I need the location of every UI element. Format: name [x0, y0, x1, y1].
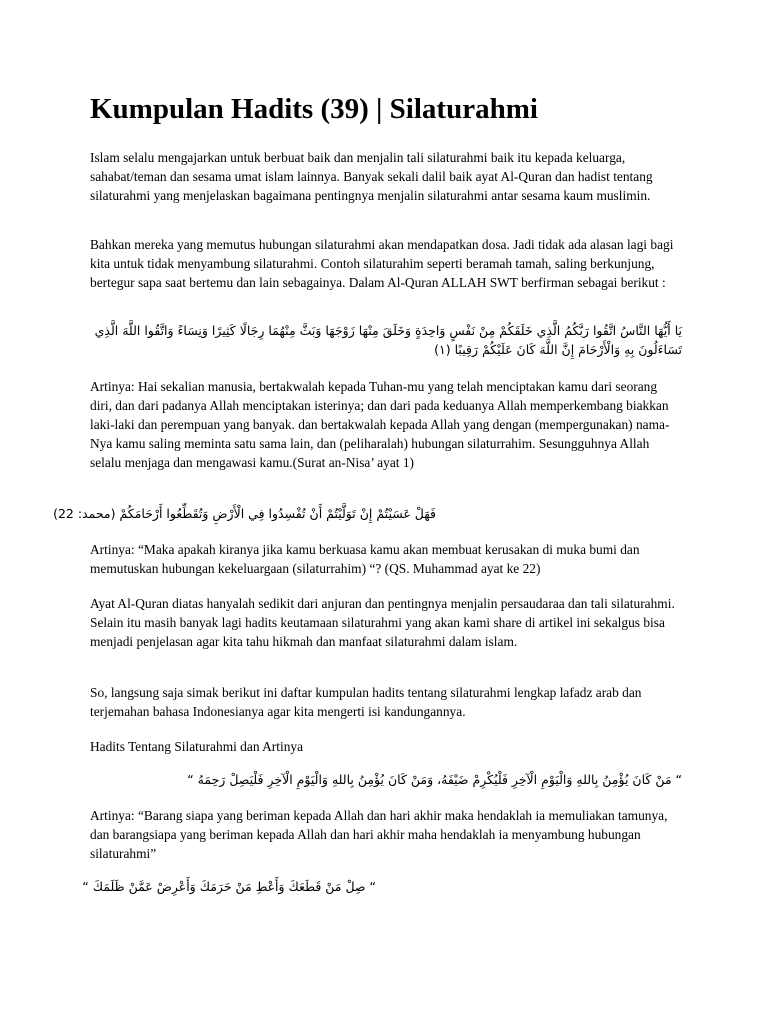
- arabic-hadith-connect: “ صِلْ مَنْ قَطَعَكَ وَأَعْطِ مَنْ حَرَمَكَ وَأَعْرِضْ عَمَّنْ ظَلَمَكَ “: [82, 879, 376, 894]
- nisa-translation-paragraph: Artinya: Hai sekalian manusia, bertakwalah kepada Tuhan-mu yang telah menciptakan kamu dari seorang diri, dan dari padanya Allah menciptakan isterinya; dan dari pada keduanya Allah memperkembang biakkan laki-laki dan perempuan yang banyak. dan bertakwalah kepada Allah yang dengan (mempergunakan) nama-Nya kamu saling meminta satu sama lain, dan (peliharalah) hubungan silaturrahim. Sesungguhnya Allah selalu menjaga dan mengawasi kamu.(Surat an-Nisa’ ayat 1): [90, 379, 670, 470]
- hadith-guest-translation-paragraph: Artinya: “Barang siapa yang beriman kepada Allah dan hari akhir maka hendaklah ia memuliakan tamunya, dan barangsiapa yang beriman kepada Allah dan hari akhir maha hendaklah ia menyambung hubungan silaturahmi”: [90, 808, 668, 861]
- list-intro-paragraph: So, langsung saja simak berikut ini daftar kumpulan hadits tentang silaturahmi lengkap lafadz arab dan terjemahan bahasa Indonesianya agar kita mengerti isi kandungannya.: [90, 685, 642, 719]
- arabic-verse-muhammad: فَهَلْ عَسَيْتُمْ إِنْ تَوَلَّيْتُمْ أَنْ تُفْسِدُوا فِي الْأَرْضِ وَتُقَطِّعُوا أَرْحَامَكُمْ (محمد: 22): [53, 506, 436, 521]
- intro-paragraph: Islam selalu mengajarkan untuk berbuat baik dan menjalin tali silaturahmi baik itu kepada keluarga, sahabat/teman dan sesama umat islam lainnya. Banyak sekali dalil baik ayat Al-Quran dan hadist tentang silaturahmi yang menjelaskan bagaimana pentingnya menjalin silaturahmi antar sesama kaum muslimin.: [90, 150, 653, 203]
- section-heading: Hadits Tentang Silaturahmi dan Artinya: [90, 739, 304, 754]
- muhammad-translation-paragraph: Artinya: “Maka apakah kiranya jika kamu berkuasa kamu akan membuat kerusakan di muka bumi dan memutuskan hubungan kekeluargaan (silaturrahim) “? (QS. Muhammad ayat ke 22): [90, 542, 640, 576]
- arabic-verse-nisa: يَا أَيُّهَا النَّاسُ اتَّقُوا رَبَّكُمُ الَّذِي خَلَقَكُمْ مِنْ نَفْسٍ وَاحِدَةٍ وَخَلَقَ مِنْهَا زَوْجَهَا وَبَثَّ مِنْهُمَا رِجَالًا كَثِيرًا وَنِسَاءً وَاتَّقُوا اللَّهَ الَّذِي تَسَاءَلُونَ بِهِ وَالْأَرْحَامَ إِنَّ اللَّهَ كَانَ عَلَيْكُمْ رَقِيبًا (١): [94, 323, 682, 357]
- explanation-paragraph: Ayat Al-Quran diatas hanyalah sedikit dari anjuran dan pentingnya menjalin persaudaraa dan tali silaturahmi. Selain itu masih banyak lagi hadits keutamaan silaturahmi yang akan kami share di artikel ini sekalgus bisa menjadi penjelasan agar kita tahu hikmah dan manfaat silaturahmi dalam islam.: [90, 596, 675, 649]
- arabic-hadith-guest: “ مَنْ كَانَ يُؤْمِنُ بِاللهِ وَالْيَوْمِ الْآخِرِ فَلْيُكْرِمْ ضَيْفَهُ، وَمَنْ كَانَ يُؤْمِنُ بِاللهِ وَالْيَوْمِ الْآخِرِ فَلْيَصِلْ رَحِمَهُ “: [187, 772, 682, 787]
- page-title: Kumpulan Hadits (39) | Silaturahmi: [90, 93, 538, 125]
- dosa-paragraph: Bahkan mereka yang memutus hubungan silaturahmi akan mendapatkan dosa. Jadi tidak ada alasan lagi bagi kita untuk tidak menyambung silaturahmi. Contoh silaturahim seperti beramah tamah, saling berkunjung, bertegur sapa saat bertemu dan lain sebagainya. Dalam Al-Quran ALLAH SWT berfirman sebagai berikut :: [90, 237, 674, 290]
